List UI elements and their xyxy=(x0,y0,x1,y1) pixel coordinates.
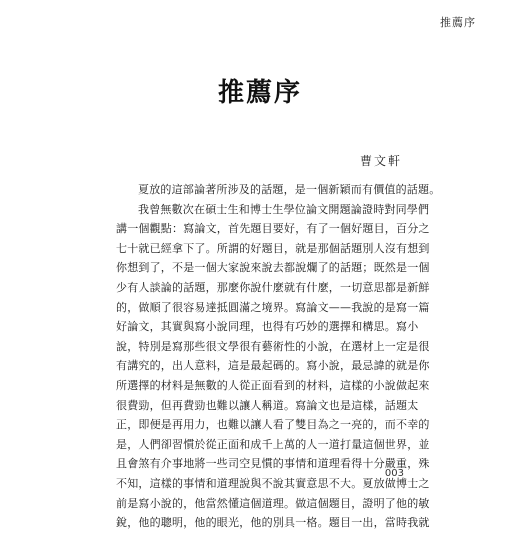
text-line: 不知，這樣的事情和道理說與不說其實意思不大。夏放做博士之 xyxy=(116,476,430,490)
text-line: 很費勁，但再費勁也難以讓人稱道。寫論文也是這樣，話題太 xyxy=(116,398,419,412)
text-line: 銳，他的聰明，他的眼光，他的別具一格。題目一出，當時我就 xyxy=(116,516,430,530)
running-header: 推薦序 xyxy=(440,16,476,29)
text-line: 有講究的，出人意料，這是最起碼的。寫小說，最忌諱的就是你 xyxy=(116,359,430,373)
page-number: 003 xyxy=(384,468,404,479)
text-line: 夏放的這部論著所涉及的話題，是一個新穎而有價值的話題。 xyxy=(138,183,441,196)
paragraph-1 xyxy=(116,180,441,200)
text-line: 你想到了，不是一個大家說來說去都說爛了的話題；既然是一個 xyxy=(116,261,430,275)
text-line: 且會煞有介事地將一些司空見慣的事情和道理看得十分嚴重，殊 xyxy=(116,457,430,471)
text-line: 我曾無數次在碩士生和博士生學位論文開題論證時對同學們 xyxy=(138,202,430,216)
text-line: 少有人談論的話題，那麼你說什麼就有什麼，一切意思都是新鮮 xyxy=(116,280,430,294)
text-line: 是，人們卻習慣於從正面和成千上萬的人一道打量這個世界，並 xyxy=(116,437,430,451)
text-line: 講一個觀點：寫論文，首先題目要好，有了一個好題目，百分之 xyxy=(116,222,430,236)
text-line: 七十就已經拿下了。所謂的好題目，就是那個話題別人沒有想到 xyxy=(116,241,430,255)
text-line: 說，特別是寫那些很文學很有藝術性的小說，在選材上一定是很 xyxy=(116,339,430,353)
text-line: 正，即便是再用力，也難以讓人看了雙目為之一亮的，而不幸的 xyxy=(116,418,430,432)
text-line: 前是寫小說的，他當然懂這個道理。做這個題目，證明了他的敏 xyxy=(116,496,430,510)
text-line: 的，做順了很容易達抵圓滿之境界。寫論文——我說的是寫一篇 xyxy=(116,300,430,314)
page-title: 推薦序 xyxy=(217,78,302,108)
author-name: 曹文軒 xyxy=(359,154,402,168)
text-line: 好論文，其實與寫小說同理，也得有巧妙的選擇和構思。寫小 xyxy=(116,320,419,334)
text-line: 所選擇的材料是無數的人從正面看到的材料，這樣的小說做起來 xyxy=(116,378,430,392)
paragraph-2 xyxy=(116,200,430,533)
body-text xyxy=(116,180,441,533)
